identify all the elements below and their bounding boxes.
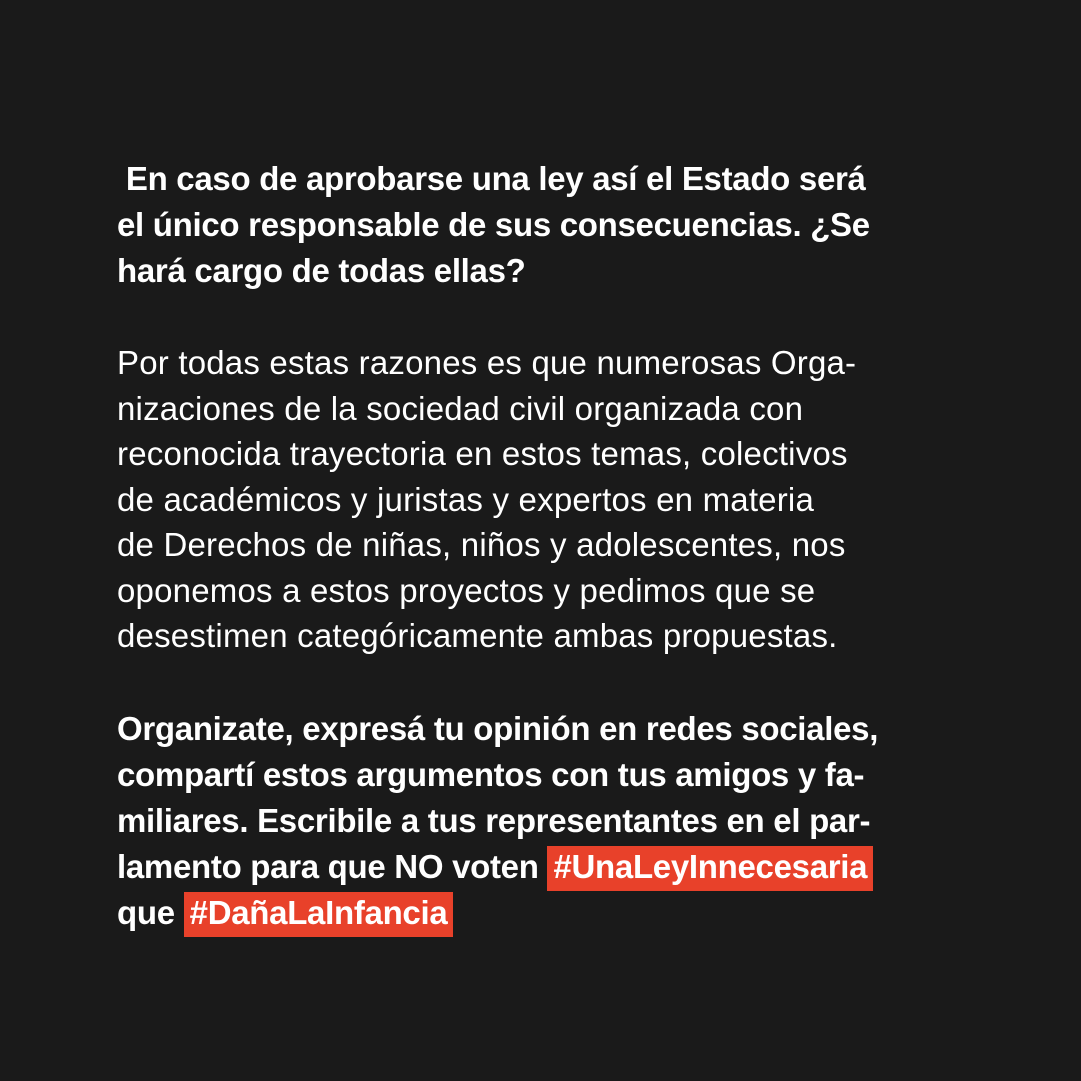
paragraph-line: Organizate, expresá tu opinión en redes sociales, bbox=[117, 709, 879, 747]
paragraph-reasons bbox=[117, 340, 987, 659]
paragraph-line: de Derechos de niñas, niños y adolescentes, nos bbox=[117, 526, 846, 563]
paragraph-line: compartí estos argumentos con tus amigos y fa- bbox=[117, 755, 865, 793]
paragraph-line: reconocida trayectoria en estos temas, colectivos bbox=[117, 435, 848, 472]
paragraph-line: desestimen categóricamente ambas propuestas. bbox=[117, 617, 838, 654]
paragraph-consequences bbox=[117, 156, 987, 294]
paragraph-line: En caso de aprobarse una ley así el Estado será bbox=[117, 160, 866, 197]
paragraph-line-with-hashtag bbox=[117, 890, 987, 936]
hashtag-dana-la-infancia: #DañaLaInfancia bbox=[184, 892, 454, 937]
paragraph-line: el único responsable de sus consecuencias. ¿Se bbox=[117, 206, 870, 243]
text-content bbox=[117, 156, 987, 936]
paragraph-line: Por todas estas razones es que numerosas Orga- bbox=[117, 344, 857, 381]
line-prefix: que bbox=[117, 893, 184, 931]
paragraph-line-with-hashtag bbox=[117, 844, 987, 890]
paragraph-line: de académicos y juristas y expertos en materia bbox=[117, 480, 815, 518]
paragraph-line: oponemos a estos proyectos y pedimos que se bbox=[117, 571, 816, 609]
paragraph-line: miliares. Escribile a tus representantes en el par- bbox=[117, 801, 871, 839]
hashtag-una-ley-innecesaria: #UnaLeyInnecesaria bbox=[547, 846, 873, 891]
paragraph-line: nizaciones de la sociedad civil organizada con bbox=[117, 389, 804, 427]
paragraph-call-to-action bbox=[117, 706, 987, 936]
paragraph-line: hará cargo de todas ellas? bbox=[117, 252, 526, 289]
line-prefix: lamento para que NO voten bbox=[117, 847, 548, 885]
